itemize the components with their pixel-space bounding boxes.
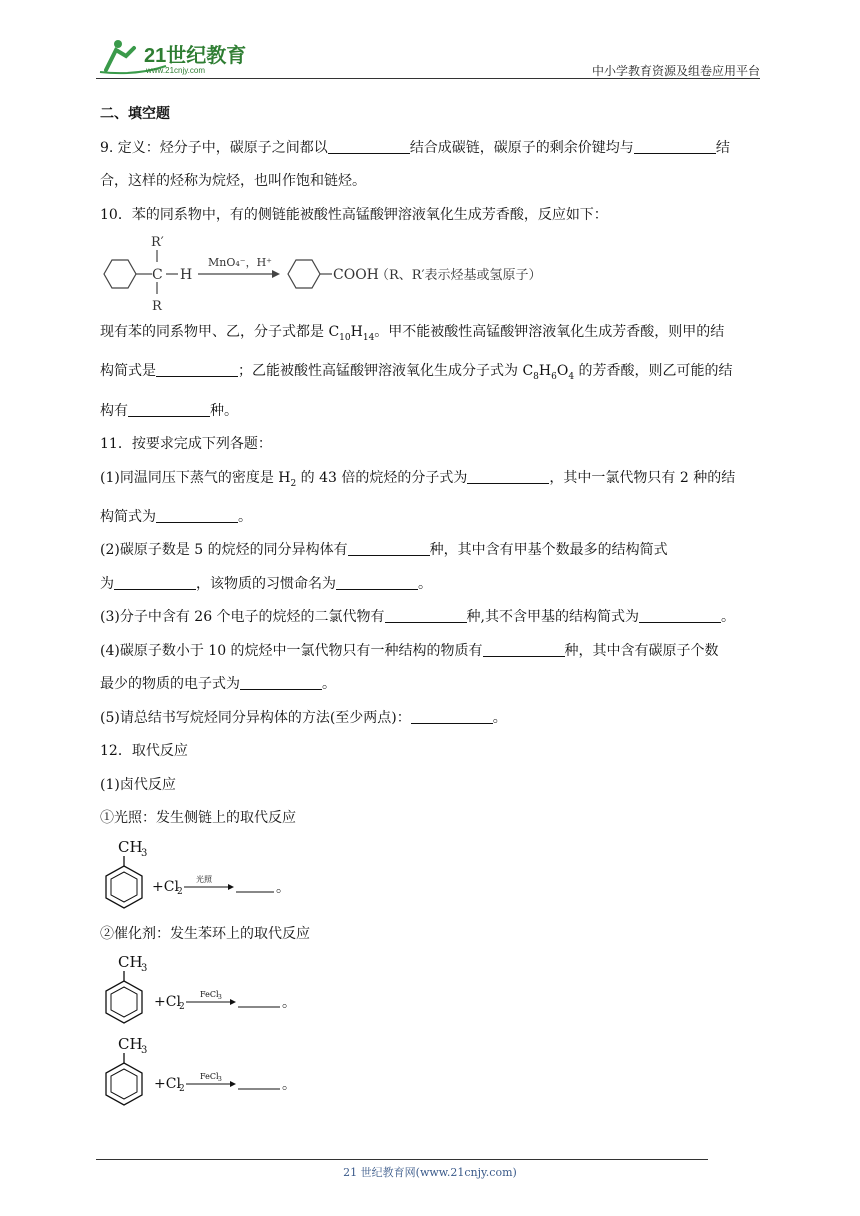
benzene-inner-ring-icon bbox=[111, 987, 137, 1017]
svg-text:。: 。 bbox=[276, 879, 290, 896]
question-10-line-1: 现有苯的同系物甲、乙，分子式都是 $C_{10}H_{14}$。甲不能被酸性高锰酸钾溶液氧化生成芳香酸，则甲的结 bbox=[100, 324, 725, 343]
question-12-item-1: ①光照：发生侧链上的取代反应 bbox=[100, 810, 296, 827]
svg-text:CH: CH bbox=[118, 1035, 143, 1054]
question-10-line-2: 构简式是 ；乙能被酸性高锰酸钾溶液氧化生成分子式为 $C_8H_6O_4$ 的芳香酸，则乙可能的结 bbox=[100, 363, 733, 383]
platform-label: 中小学教育资源及组卷应用平台 bbox=[591, 64, 760, 78]
svg-text:3: 3 bbox=[141, 963, 148, 975]
toluene-catalyst-reaction-2 bbox=[100, 1033, 400, 1115]
product-label: COOH bbox=[333, 267, 379, 283]
document-body bbox=[100, 98, 762, 1115]
question-11-part-4-line-1: (4)碳原子数小于 10 的烷烃中一氯代物只有一种结构的物质有 种，其中含有碳原子个数 bbox=[100, 642, 719, 659]
answer-blank bbox=[385, 608, 467, 623]
svg-text:。: 。 bbox=[282, 1077, 296, 1094]
answer-blank bbox=[483, 642, 565, 657]
svg-text:3: 3 bbox=[141, 847, 148, 859]
answer-blank bbox=[240, 675, 322, 690]
question-9-line-2: 合，这样的烃称为烷烃，也叫作饱和链烃。 bbox=[100, 173, 366, 189]
r-prime-label: R′ bbox=[151, 235, 164, 250]
question-11-part-3: (3)分子中含有 26 个电子的烷烃的二氯代物有 种,其不含甲基的结构简式为 。 bbox=[100, 609, 735, 626]
question-9-line-1: 9. 定义：烃分子中，碳原子之间都以 结合成碳链，碳原子的剩余价键均与 结 bbox=[100, 139, 730, 156]
svg-text:3: 3 bbox=[218, 994, 222, 1002]
condition-light: 光照 bbox=[196, 874, 212, 884]
question-11-part-5: (5)请总结书写烷烃同分异构体的方法(至少两点)： 。 bbox=[100, 709, 507, 726]
answer-blank bbox=[114, 575, 196, 590]
question-11-intro: 11．按要求完成下列各题： bbox=[100, 436, 272, 453]
question-12-item-2: ②催化剂：发生苯环上的取代反应 bbox=[100, 925, 310, 942]
condition-fecl3: FeCl bbox=[200, 990, 219, 1000]
benzene-ring-icon bbox=[288, 260, 320, 288]
r-label: R bbox=[152, 299, 162, 314]
page-header bbox=[96, 30, 760, 78]
svg-text:。: 。 bbox=[282, 995, 296, 1012]
footer-divider bbox=[96, 1159, 708, 1160]
header-divider bbox=[96, 78, 760, 79]
question-11-part-2-line-1: (2)碳原子数是 5 的烷烃的同分异构体有 种，其中含有甲基个数最多的结构简式 bbox=[100, 542, 668, 559]
svg-text:3: 3 bbox=[141, 1045, 148, 1057]
benzene-inner-ring-icon bbox=[111, 872, 137, 902]
svg-text:2: 2 bbox=[179, 1002, 185, 1013]
question-10-line-3: 构有 种。 bbox=[100, 402, 238, 419]
answer-blank bbox=[328, 139, 410, 154]
svg-text:+Cl: +Cl bbox=[154, 1076, 181, 1093]
svg-text:+Cl: +Cl bbox=[154, 994, 181, 1011]
oxidation-reaction-figure bbox=[100, 232, 580, 316]
condition-fecl3: FeCl bbox=[200, 1072, 219, 1082]
page-footer: 21 世纪教育网(www.21cnjy.com) bbox=[343, 1166, 517, 1179]
section-title: 二、填空题 bbox=[100, 106, 170, 122]
answer-blank bbox=[128, 402, 210, 417]
question-11-part-1-line-2: 构简式为 。 bbox=[100, 508, 252, 525]
toluene-catalyst-reaction-1 bbox=[100, 951, 400, 1033]
svg-text:CH: CH bbox=[118, 953, 143, 972]
substituent-note: （R、R′表示烃基或氢原子） bbox=[376, 268, 542, 283]
question-11-part-1-line-1: (1)同温同压下蒸气的密度是 $H_2$ 的 43 倍的烷烃的分子式为 ，其中一氯代物只有 2 种的结 bbox=[100, 469, 736, 489]
carbon-label: C bbox=[152, 267, 163, 283]
logo-url: www.21cnjy.com bbox=[146, 66, 205, 75]
svg-text:+Cl: +Cl bbox=[152, 878, 179, 895]
answer-blank bbox=[639, 608, 721, 623]
toluene-light-reaction bbox=[100, 836, 400, 918]
svg-text:2: 2 bbox=[177, 886, 183, 897]
answer-blank bbox=[336, 575, 418, 590]
answer-blank bbox=[156, 362, 238, 377]
answer-blank bbox=[411, 709, 493, 724]
question-12-subtitle: (1)卤代反应 bbox=[100, 776, 176, 793]
benzene-ring-icon bbox=[104, 260, 136, 288]
reagent-label: MnO₄⁻，H⁺ bbox=[208, 256, 272, 269]
question-10-intro: 10．苯的同系物中，有的侧链能被酸性高锰酸钾溶液氧化生成芳香酸，反应如下： bbox=[100, 206, 608, 223]
question-11-part-4-line-2: 最少的物质的电子式为 。 bbox=[100, 676, 336, 693]
svg-text:2: 2 bbox=[179, 1084, 185, 1095]
benzene-inner-ring-icon bbox=[111, 1069, 137, 1099]
hydrogen-label: H bbox=[180, 267, 193, 283]
question-11-part-2-line-2: 为 ，该物质的习惯命名为 。 bbox=[100, 575, 432, 592]
answer-blank bbox=[467, 469, 549, 484]
answer-blank bbox=[348, 541, 430, 556]
site-logo bbox=[96, 36, 256, 76]
answer-blank bbox=[634, 139, 716, 154]
svg-text:3: 3 bbox=[218, 1076, 222, 1084]
answer-blank bbox=[156, 508, 238, 523]
question-12-title: 12．取代反应 bbox=[100, 743, 188, 760]
svg-text:CH: CH bbox=[118, 837, 143, 856]
logo-text: 21世纪教育 bbox=[144, 45, 247, 67]
